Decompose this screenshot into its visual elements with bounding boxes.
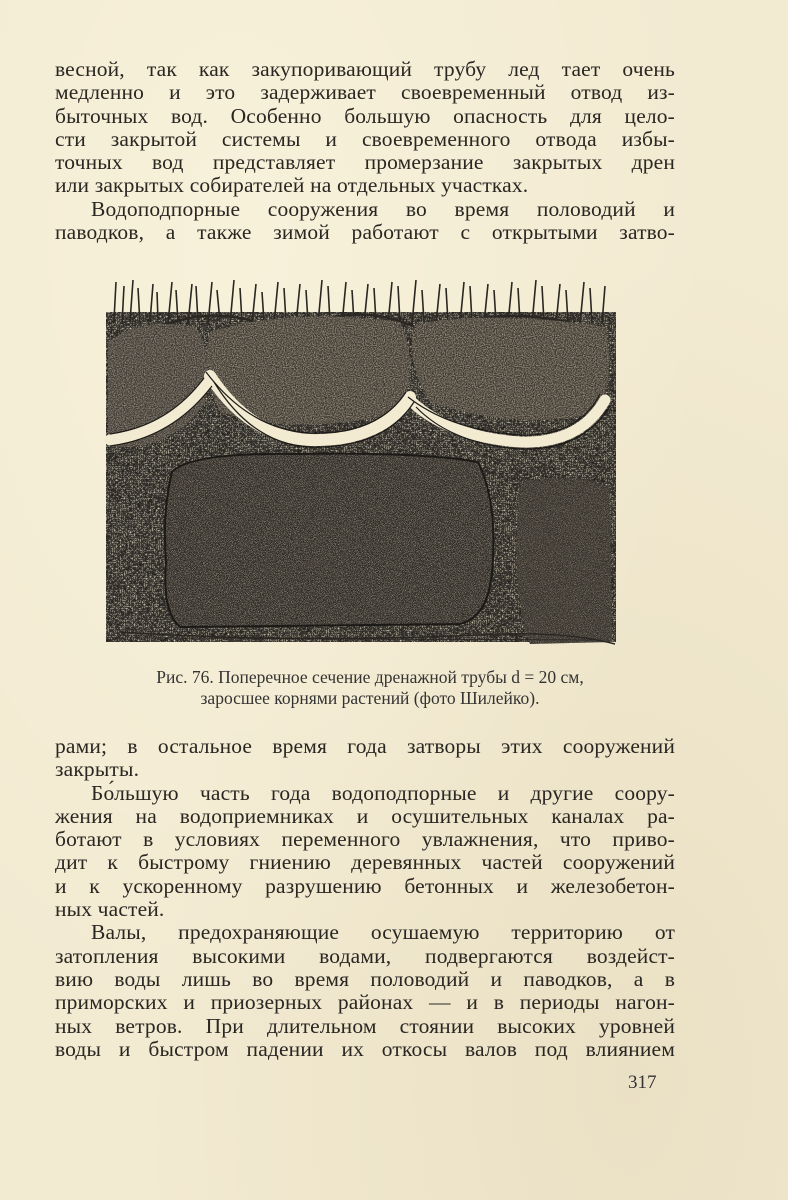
text-line: дит к быстрому гниению деревянных частей сооружений bbox=[55, 850, 675, 875]
text-line: приморских и приозерных районах — и в периоды нагон- bbox=[55, 990, 675, 1015]
text-line: быточных вод. Особенно большую опасность для цело- bbox=[55, 103, 675, 128]
right-soil-lump bbox=[517, 478, 612, 644]
figure-caption-line-2: заросшее корнями растений (фото Шилейко). bbox=[200, 688, 540, 708]
text-line: ных ветров. При длительном стоянии высоких уровней bbox=[55, 1013, 675, 1038]
text-line: жения на водоприемниках и осушительных каналах ра- bbox=[55, 803, 675, 828]
text-line: вию воды лишь во время половодий и паводков, а в bbox=[55, 966, 675, 991]
text-line: Валы, предохраняющие осушаемую территорию от bbox=[91, 920, 675, 945]
text-line: рами; в остальное время года затворы этих сооружений bbox=[55, 734, 675, 758]
text-line: и к ускоренному разрушению бетонных и железобетон- bbox=[55, 873, 675, 898]
text-line: Водоподпорные сооружения во время половодий и bbox=[91, 196, 675, 221]
text-line: сти закрытой системы и своевременного отвода избы- bbox=[55, 126, 675, 151]
text-line: воды и быстром падении их откосы валов под влиянием bbox=[55, 1036, 675, 1061]
top-text-block bbox=[55, 58, 675, 244]
text-line: весной, так как закупоривающий трубу лед тает очень bbox=[55, 57, 675, 81]
text-line: Бо́льшую часть года водоподпорные и другие соору- bbox=[91, 780, 675, 805]
text-line: затопления высокими водами, подвергаются воздейст- bbox=[55, 943, 675, 968]
figure-caption-line-1: Рис. 76. Поперечное сечение дренажной трубы d = 20 см, bbox=[156, 667, 584, 687]
page-number: 317 bbox=[628, 1072, 657, 1093]
text-line: медленно и это задерживает своевременный отвод из- bbox=[55, 80, 675, 105]
text-line: или закрытых собирателей на отдельных участках. bbox=[55, 173, 529, 198]
text-line: паводков, а также зимой работают с открытыми затво- bbox=[55, 220, 675, 245]
root-filled-pipe-block bbox=[165, 454, 494, 627]
text-line: точных вод представляет промерзание закрытых дрен bbox=[55, 150, 675, 175]
drain-pipe-cross-section-photo bbox=[100, 272, 620, 652]
text-line: закрыты. bbox=[55, 757, 140, 782]
text-line: ных частей. bbox=[55, 897, 165, 922]
text-line: ботают в условиях переменного увлажнения, что приво- bbox=[55, 827, 675, 852]
bottom-text-block bbox=[55, 735, 675, 1061]
